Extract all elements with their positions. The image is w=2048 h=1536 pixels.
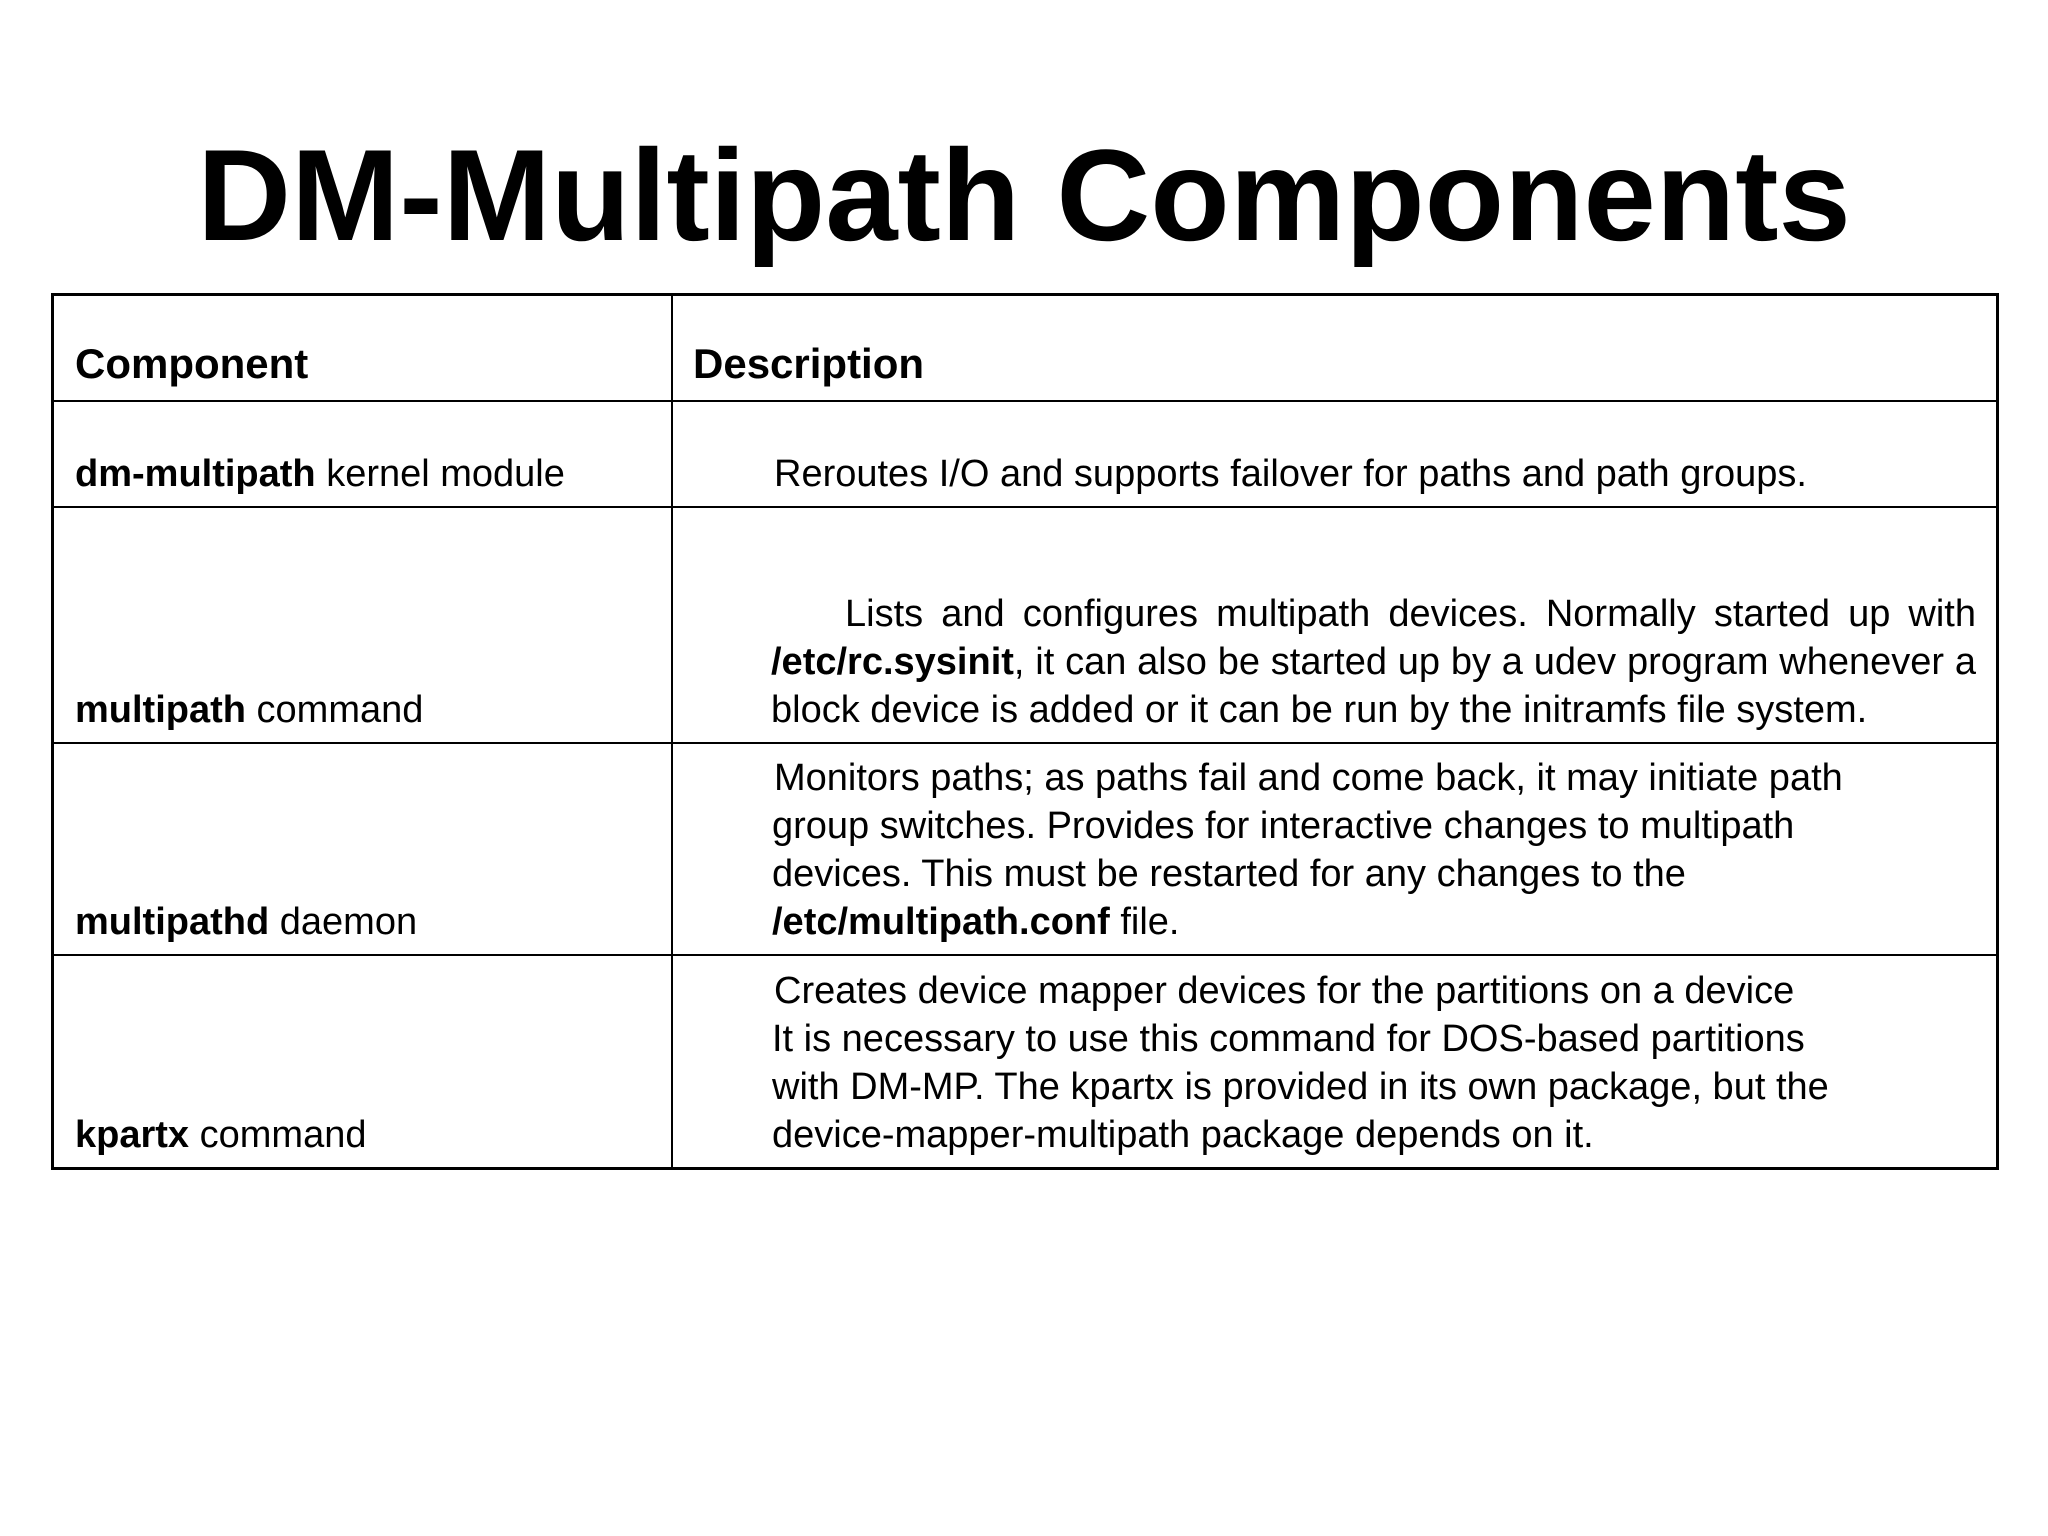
description-line: It is necessary to use this command for DOS-based partitions xyxy=(772,1018,1805,1060)
component-name: kpartx xyxy=(75,1114,190,1156)
description-text: , it can also be started up by a udev program whenever a block device is added or it can be run by the initramfs file system. xyxy=(771,641,1976,731)
description-line: devices. This must be restarted for any changes to the xyxy=(772,853,1686,895)
description-path: /etc/rc.sysinit xyxy=(771,641,1014,683)
table-header-row xyxy=(54,296,1996,400)
component-type: command xyxy=(245,689,424,731)
component-name: multipathd xyxy=(75,901,270,943)
component-cell xyxy=(54,508,673,742)
component-type: kernel module xyxy=(315,453,565,495)
description-text: Lists and configures multipath devices. Normally started up with xyxy=(845,593,1976,635)
description-cell xyxy=(673,402,1996,506)
table-row xyxy=(54,742,1996,954)
header-description: Description xyxy=(693,340,925,387)
description-line: Monitors paths; as paths fail and come back, it may initiate path xyxy=(774,757,1843,799)
description-line: Reroutes I/O and supports failover for paths and path groups. xyxy=(774,453,1807,495)
table-row xyxy=(54,506,1996,742)
description-paragraph xyxy=(673,590,1996,734)
description-cell xyxy=(673,744,1996,954)
table-row xyxy=(54,954,1996,1167)
description-text: file. xyxy=(1109,901,1180,943)
component-cell xyxy=(54,956,673,1167)
page-title: DM-Multipath Components xyxy=(197,122,1851,268)
description-line: with DM-MP. The kpartx is provided in its own package, but the xyxy=(772,1066,1829,1108)
description-line: group switches. Provides for interactive changes to multipath xyxy=(772,805,1795,847)
description-line: device-mapper-multipath package depends on it. xyxy=(772,1114,1594,1156)
header-component: Component xyxy=(54,296,673,400)
component-cell xyxy=(54,402,673,506)
description-line: Creates device mapper devices for the partitions on a device xyxy=(774,970,1795,1012)
description-line xyxy=(772,898,1843,946)
component-cell xyxy=(54,744,673,954)
description-path: /etc/multipath.conf xyxy=(772,901,1110,943)
component-type: daemon xyxy=(269,901,418,943)
description-cell xyxy=(673,508,1996,742)
component-type: command xyxy=(189,1114,367,1156)
table-row xyxy=(54,400,1996,506)
description-cell xyxy=(673,956,1996,1167)
component-name: dm-multipath xyxy=(75,453,316,495)
components-table xyxy=(51,293,1999,1170)
component-name: multipath xyxy=(75,689,246,731)
